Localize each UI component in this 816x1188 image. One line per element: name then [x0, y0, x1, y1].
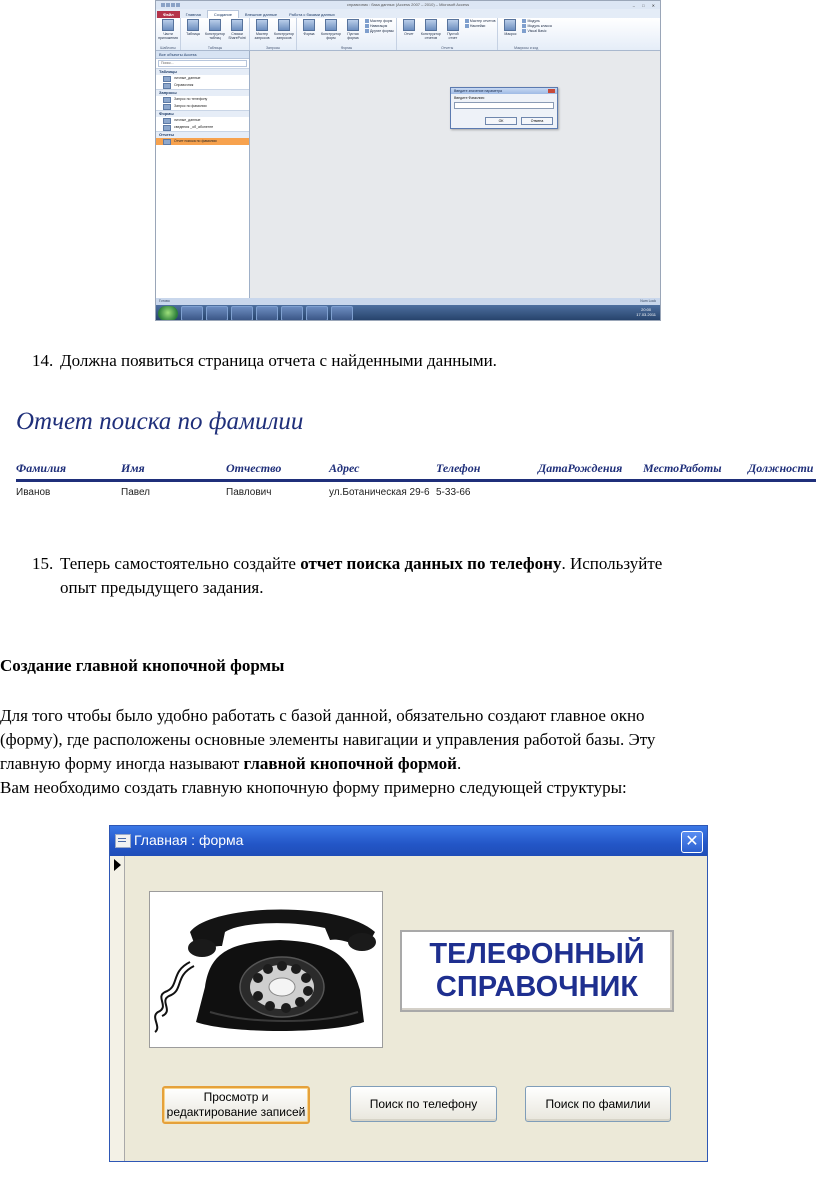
report-col-header: Должности	[748, 461, 814, 475]
ribbon-group-queries	[250, 18, 297, 50]
main-form-window	[109, 825, 708, 1162]
step-14	[32, 349, 497, 373]
taskbar-access-icon[interactable]	[306, 306, 328, 321]
nav-item-form[interactable]: сведения _об_абоненте	[156, 124, 249, 131]
record-selector[interactable]	[110, 856, 125, 1161]
table-design-button[interactable]	[205, 19, 225, 49]
taskbar-media-icon[interactable]	[231, 306, 253, 321]
form-icon	[303, 19, 315, 31]
telephone-icon	[150, 892, 382, 1047]
nav-section-reports[interactable]: Отчеты	[156, 131, 249, 138]
navigation-button[interactable]: Навигация	[365, 24, 394, 28]
blank-report-label: Пустой отчет	[447, 32, 459, 40]
report-col-header: МестоРаботы	[643, 461, 722, 475]
search-by-phone-button[interactable]: Поиск по телефону	[350, 1086, 497, 1122]
group-label-templates: Шаблоны	[160, 46, 176, 50]
access-workspace	[250, 51, 660, 298]
status-text: Готово	[159, 299, 170, 303]
group-label-reports: Отчеты	[441, 46, 454, 50]
macro-button[interactable]	[500, 19, 520, 49]
intro-bold: главной кнопочной формой	[243, 754, 457, 773]
group-label-queries: Запросы	[265, 46, 281, 50]
table-button[interactable]	[183, 19, 203, 49]
search-by-surname-button[interactable]: Поиск по фамилии	[525, 1086, 671, 1122]
report-col-header: Имя	[121, 461, 145, 475]
module-button[interactable]: Модуль	[522, 19, 551, 23]
intro-line: Вам необходимо создать главную кнопочную форму примерно следующей структуры:	[0, 778, 627, 797]
view-edit-records-label-line1: Просмотр и	[203, 1090, 269, 1104]
blank-report-button[interactable]	[443, 19, 463, 49]
macro-label: Макрос	[504, 32, 517, 36]
form-label: Форма	[303, 32, 315, 36]
table-label: Таблица	[186, 32, 200, 36]
parameter-dialog-buttons	[485, 117, 553, 125]
tab-external-data[interactable]: Внешние данные	[244, 12, 278, 17]
tab-home[interactable]: Главная	[185, 12, 201, 17]
section-title: Создание главной кнопочной формы	[0, 656, 285, 675]
intro-line	[0, 752, 655, 776]
query-design-icon	[278, 19, 290, 31]
step-15-text-after: . Используйте	[561, 554, 663, 573]
windows-taskbar	[156, 305, 660, 321]
report-col-header: Адрес	[329, 461, 360, 475]
ribbon-group-forms	[297, 18, 397, 50]
intro-line: (форму), где расположены основные элементы навигации и управления работой базы. Эту	[0, 730, 656, 749]
phonebook-label	[400, 930, 674, 1012]
report-cell: ул.Ботаническая 29-6	[329, 487, 430, 498]
group-label-tables: Таблицы	[207, 46, 223, 50]
table-design-icon	[209, 19, 221, 31]
report-col-header: Телефон	[436, 461, 481, 475]
group-label-macros: Макросы и код	[514, 46, 539, 50]
ribbon-group-templates	[156, 18, 181, 50]
intro-line: Для того чтобы было удобно работать с базой данной, обязательно создают главное окно	[0, 706, 645, 725]
nav-section-tables[interactable]: Таблицы	[156, 68, 249, 75]
sharepoint-lists-icon	[231, 19, 243, 31]
report-design-label: Конструктор отчетов	[420, 32, 441, 40]
parameter-dialog	[450, 87, 558, 129]
telephone-image	[149, 891, 383, 1048]
step-15-line2: опыт предыдущего задания.	[60, 578, 264, 597]
form-wizard-button[interactable]: Мастер форм	[365, 19, 394, 23]
report-col-header: Отчество	[226, 461, 282, 475]
phonebook-label-line2: СПРАВОЧНИК	[435, 971, 639, 1003]
form-body	[125, 856, 707, 1161]
ribbon	[156, 18, 660, 51]
step-14-number: 14.	[32, 351, 54, 370]
navigation-search-input[interactable]: Поиск...	[158, 60, 247, 67]
ribbon-group-reports	[397, 18, 499, 50]
tab-create[interactable]: Создание	[207, 10, 239, 18]
step-14-text: Должна появиться страница отчета с найденными данными.	[60, 351, 497, 370]
blank-form-button[interactable]	[343, 19, 363, 49]
nav-section-forms[interactable]: Формы	[156, 110, 249, 117]
parameter-dialog-title	[451, 88, 557, 94]
parameter-prompt: Введите Фамилию:	[454, 96, 486, 100]
form-design-button[interactable]	[321, 19, 341, 49]
reports-small-buttons	[465, 19, 496, 49]
taskbar-word-icon[interactable]	[331, 306, 353, 321]
close-icon[interactable]	[548, 89, 555, 93]
parameter-input[interactable]	[454, 102, 554, 109]
nav-item-table[interactable]: личные_данные	[156, 75, 249, 82]
intro-text-after: .	[456, 754, 462, 773]
num-lock-indicator: Num Lock	[640, 299, 656, 303]
intro-paragraph	[0, 704, 655, 800]
ok-button[interactable]: ОК	[485, 117, 517, 125]
report-col-header: ДатаРождения	[538, 461, 623, 475]
cancel-button[interactable]: Отмена	[521, 117, 553, 125]
step-15	[32, 552, 663, 600]
report-label: Отчет	[404, 32, 414, 36]
report-icon	[403, 19, 415, 31]
ribbon-group-tables	[181, 18, 250, 50]
taskbar-clock	[636, 307, 656, 317]
query-design-label: Конструктор запросов	[274, 32, 294, 40]
blank-form-icon	[347, 19, 359, 31]
taskbar-chrome-icon[interactable]	[256, 306, 278, 321]
access-title-bar	[156, 1, 660, 9]
view-edit-records-button[interactable]	[162, 1086, 310, 1124]
access-screenshot	[155, 0, 661, 321]
clock-time: 20:00	[641, 307, 652, 312]
report-cell: Павлович	[226, 487, 272, 498]
view-edit-records-label	[167, 1090, 306, 1120]
report-wizard-button[interactable]: Мастер отчетов	[465, 19, 496, 23]
forms-small-buttons	[365, 19, 394, 49]
report-data-row	[16, 487, 816, 501]
tab-file[interactable]: Файл	[157, 11, 180, 18]
access-status-bar	[156, 298, 660, 305]
taskbar-excel-icon[interactable]	[281, 306, 303, 321]
report-header-rule	[16, 479, 816, 482]
sharepoint-lists-label: Списки SharePoint	[228, 32, 246, 40]
parameter-dialog-title-text: Введите значение параметра	[454, 89, 502, 93]
nav-item-query[interactable]: Запрос по телефону	[156, 96, 249, 103]
step-15-bold: отчет поиска данных по телефону	[300, 554, 562, 573]
more-forms-button[interactable]: Другие формы	[365, 29, 394, 33]
access-window-title: справочник : база данных (Access 2007 – 2010) – Microsoft Access	[346, 2, 470, 7]
step-15-text: Теперь самостоятельно создайте	[60, 554, 301, 573]
class-module-button[interactable]: Модуль класса	[522, 24, 551, 28]
query-wizard-icon	[256, 19, 268, 31]
report-design-button[interactable]	[421, 19, 441, 49]
start-button-icon[interactable]	[158, 306, 178, 321]
navigation-pane	[156, 51, 250, 298]
table-design-label: Конструктор таблиц	[205, 32, 225, 40]
table-icon	[187, 19, 199, 31]
report-column-headers	[16, 461, 816, 477]
step-15-number: 15.	[32, 554, 54, 573]
sharepoint-lists-button[interactable]	[227, 19, 247, 49]
phonebook-label-line1: ТЕЛЕФОННЫЙ	[429, 938, 645, 970]
macro-icon	[504, 19, 516, 31]
form-title-bar	[110, 826, 707, 856]
report-col-header: Фамилия	[16, 461, 67, 475]
blank-report-icon	[447, 19, 459, 31]
macros-small-buttons	[522, 19, 551, 49]
report-title: Отчет поиска по фамилии	[16, 408, 304, 435]
nav-item-form[interactable]: личные_данные	[156, 117, 249, 124]
ribbon-tabs	[156, 9, 660, 18]
query-design-button[interactable]	[274, 19, 294, 49]
report-cell: Иванов	[16, 487, 51, 498]
nav-item-table[interactable]: Справочник	[156, 82, 249, 89]
report-design-icon	[425, 19, 437, 31]
intro-text: главную форму иногда называют	[0, 754, 244, 773]
report-cell: 5-33-66	[436, 487, 471, 498]
form-title: Главная : форма	[134, 832, 244, 848]
nav-item-query[interactable]: Запрос по фамилии	[156, 103, 249, 110]
step-15-line1	[60, 552, 662, 576]
clock-date: 17.03.2011	[636, 312, 656, 317]
form-design-label: Конструктор форм	[321, 32, 341, 40]
nav-item-report-selected[interactable]: Отчет поиска по фамилии	[156, 138, 249, 145]
close-icon[interactable]: ✕	[681, 831, 703, 853]
query-wizard-label: Мастер запросов	[254, 32, 270, 40]
application-parts-label: Части приложения	[158, 32, 178, 40]
window-controls[interactable]: – □ ✕	[632, 3, 658, 8]
visual-basic-button[interactable]: Visual Basic	[522, 29, 551, 33]
tab-database-tools[interactable]: Работа с базами данных	[289, 12, 335, 17]
form-window-icon	[115, 834, 131, 848]
taskbar-ie-icon[interactable]	[181, 306, 203, 321]
navigation-pane-header[interactable]: Все объекты Access	[156, 51, 249, 59]
quick-access-toolbar[interactable]	[158, 2, 184, 7]
report-cell: Павел	[121, 487, 151, 498]
report-button[interactable]	[399, 19, 419, 49]
group-label-forms: Формы	[340, 46, 353, 50]
ribbon-group-macros	[498, 18, 553, 50]
application-parts-button[interactable]	[158, 19, 178, 49]
form-button[interactable]	[299, 19, 319, 49]
blank-form-label: Пустая форма	[347, 32, 359, 40]
labels-button[interactable]: Наклейки	[465, 24, 496, 28]
query-wizard-button[interactable]	[252, 19, 272, 49]
form-design-icon	[325, 19, 337, 31]
application-parts-icon	[162, 19, 174, 31]
taskbar-explorer-icon[interactable]	[206, 306, 228, 321]
view-edit-records-label-line2: редактирование записей	[166, 1105, 306, 1119]
nav-section-queries[interactable]: Запросы	[156, 89, 249, 96]
